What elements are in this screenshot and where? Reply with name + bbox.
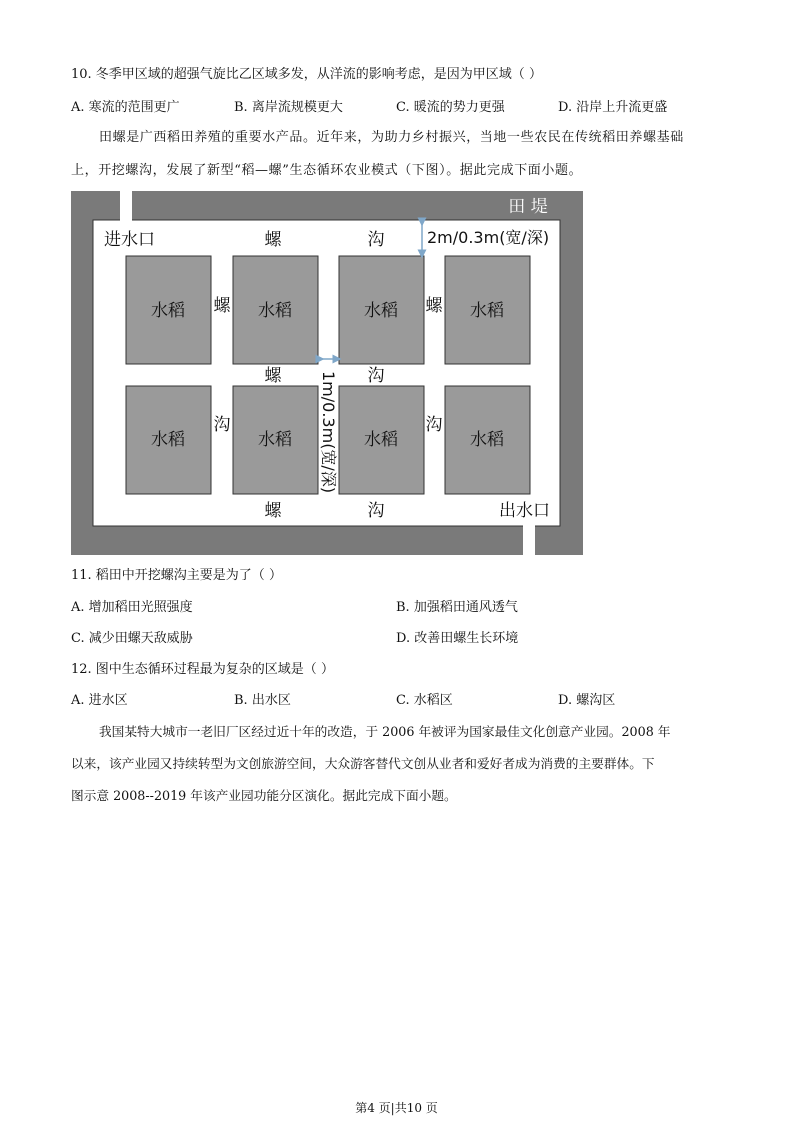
passage2-line1: 我国某特大城市一老旧厂区经过近十年的改造，于 2006 年被评为国家最佳文化创意产业园。2008 年 <box>99 724 671 739</box>
paddy-label: 水稻 <box>258 430 292 450</box>
ditch-char-gou: 沟 <box>367 501 385 521</box>
q11-option-d: D. 改善田螺生长环境 <box>396 631 519 646</box>
q12-option-c: C. 水稻区 <box>396 693 453 708</box>
passage1-line1: 田螺是广西稻田养殖的重要水产品。近年来，为助力乡村振兴，当地一些农民在传统稻田养螺基础 <box>99 130 684 145</box>
inner-ditch-dimension: 1m/0.3m(宽/深) <box>319 371 338 494</box>
ditch-char-luo: 螺 <box>264 230 282 250</box>
q12-option-b: B. 出水区 <box>234 693 291 708</box>
ditch-char-gou: 沟 <box>367 366 385 386</box>
rice-snail-diagram <box>71 191 583 555</box>
page-number-footer: 第4 页|共10 页 <box>355 1101 438 1115</box>
q10-option-d: D. 沿岸上升流更盛 <box>558 100 668 115</box>
q11-option-c: C. 减少田螺天敌威胁 <box>71 631 193 646</box>
ditch-char-luo: 螺 <box>264 366 282 386</box>
ditch-char-luo: 螺 <box>213 296 231 316</box>
paddy-label: 水稻 <box>364 430 398 450</box>
dike-label: 田 堤 <box>508 197 548 217</box>
inlet-label: 进水口 <box>104 230 155 250</box>
question-11-stem: 11. 稻田中开挖螺沟主要是为了（ ） <box>71 568 282 583</box>
outer-ditch-dimension: 2m/0.3m(宽/深) <box>427 228 550 247</box>
ditch-char-luo: 螺 <box>425 296 443 316</box>
ditch-char-gou: 沟 <box>213 415 231 435</box>
q10-option-a: A. 寒流的范围更广 <box>71 100 180 115</box>
q12-option-d: D. 螺沟区 <box>558 693 616 708</box>
question-12-stem: 12. 图中生态循环过程最为复杂的区域是（ ） <box>71 662 334 677</box>
passage2-line3: 图示意 2008--2019 年该产业园功能分区演化。据此完成下面小题。 <box>71 788 457 803</box>
paddy-label: 水稻 <box>151 301 185 321</box>
q11-option-a: A. 增加稻田光照强度 <box>71 600 193 615</box>
ditch-char-gou: 沟 <box>367 230 385 250</box>
paddy-label: 水稻 <box>470 430 504 450</box>
question-10-stem: 10. 冬季甲区域的超强气旋比乙区域多发，从洋流的影响考虑，是因为甲区域（ ） <box>71 67 542 82</box>
ditch-char-gou: 沟 <box>425 415 443 435</box>
outlet-gap <box>523 524 535 555</box>
q12-option-a: A. 进水区 <box>71 693 128 708</box>
inlet-gap <box>120 191 132 222</box>
paddy-label: 水稻 <box>470 301 504 321</box>
passage2-line2: 以来，该产业园又持续转型为文创旅游空间，大众游客替代文创从业者和爱好者成为消费的主要群体。下 <box>71 756 655 771</box>
paddy-label: 水稻 <box>364 301 398 321</box>
passage1-line2: 上，开挖螺沟，发展了新型“稻—螺”生态循环农业模式（下图）。据此完成下面小题。 <box>71 163 583 178</box>
q10-option-c: C. 暖流的势力更强 <box>396 100 505 115</box>
outlet-label: 出水口 <box>499 501 550 521</box>
paddy-label: 水稻 <box>258 301 292 321</box>
ditch-char-luo: 螺 <box>264 501 282 521</box>
q11-option-b: B. 加强稻田通风透气 <box>396 600 518 615</box>
q10-option-b: B. 离岸流规模更大 <box>234 100 343 115</box>
paddy-label: 水稻 <box>151 430 185 450</box>
